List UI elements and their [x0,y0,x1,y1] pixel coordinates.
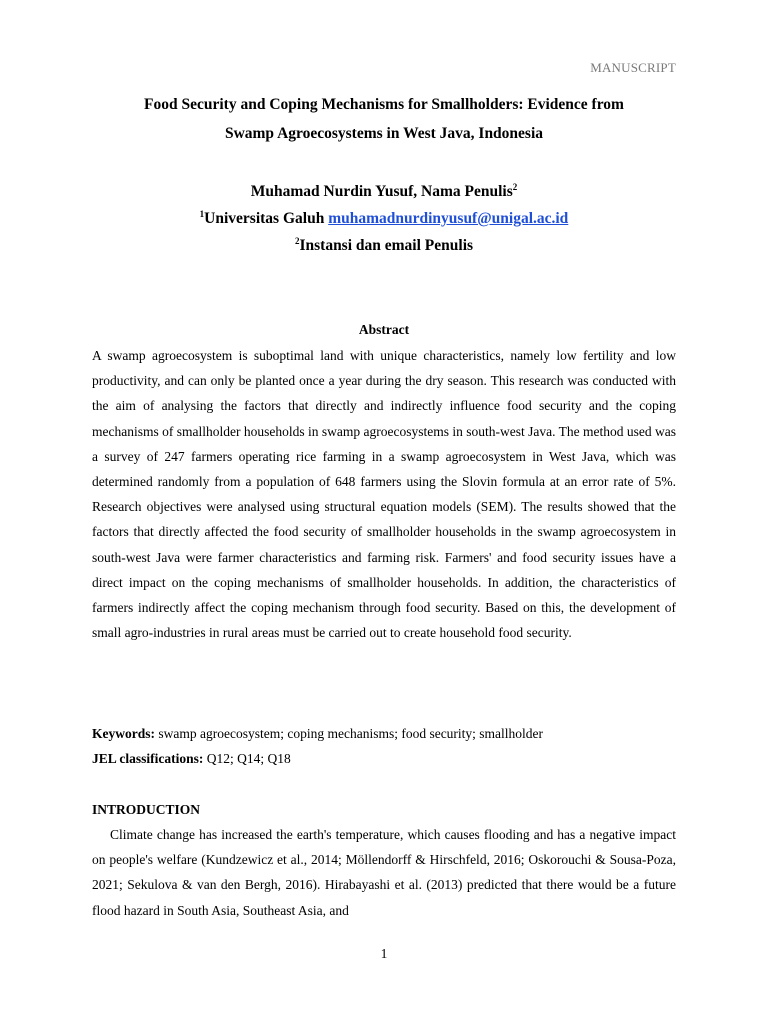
paper-title [92,90,676,148]
affiliation-1-sup: 1 [199,208,205,219]
introduction-heading: INTRODUCTION [92,802,201,817]
author-email-link[interactable]: muhamadnurdinyusuf@unigal.ac.id [328,210,569,227]
jel-line [92,746,676,771]
keywords-label: Keywords: [92,726,155,741]
page-number: 1 [380,946,388,961]
keywords-value: swamp agroecosystem; coping mechanisms; food security; smallholder [155,726,544,741]
affiliation-2 [92,232,676,259]
author-names-sup: 2 [512,181,518,192]
author-block [92,178,676,259]
abstract-text: A swamp agroecosystem is suboptimal land with unique characteristics, namely low fertility and low productivity, and can only be planted once a year during the dry season. This research was conducted with the aim of analysing the factors that directly and indirectly influence food security and the coping mechanisms of smallholder households in swamp agroecosystems in south-west Java. The method used was a survey of 247 farmers operating rice farming in a swamp agroecosystem in West Java, which was determined randomly from a population of 648 farmers using the Slovin formula at an error rate of 5%. Research objectives were analysed using structural equation models (SEM). The results showed that the factors that directly affected the food security of smallholder households in the swamp agroecosystem in south-west Java were farmer characteristics and farming risk. Farmers' and food security issues have a direct impact on the coping mechanisms of smallholder households. In addition, the characteristics of farmers indirectly affect the coping mechanism through food security. Based on this, the development of small agro-industries in rural areas must be carried out to create household food security. [92,348,676,641]
introduction-text: Climate change has increased the earth's temperature, which causes flooding and has a negative impact on people's welfare (Kundzewicz et al., 2014; Möllendorff & Hirschfeld, 2016; Oskorouchi & Sousa-Poza, 2021; Sekulova & van den Bergh, 2016). Hirabayashi et al. (2013) predicted that there would be a future flood hazard in South Asia, Southeast Asia, and [92,827,676,918]
affiliation-1-text: Universitas Galuh [204,210,329,227]
affiliation-2-sup: 2 [294,235,300,246]
paper-title-line-2: Swamp Agroecosystems in West Java, Indonesia [224,125,544,142]
paper-title-line-1: Food Security and Coping Mechanisms for Smallholders: Evidence from [144,96,624,113]
keywords-line [92,721,676,746]
jel-label: JEL classifications: [92,751,204,767]
abstract-heading: Abstract [358,322,410,337]
jel-value: Q12; Q14; Q18 [203,751,291,767]
author-names [92,178,676,205]
author-names-text: Muhamad Nurdin Yusuf, Nama Penulis [250,183,513,200]
keywords-block [92,721,676,771]
affiliation-1 [92,205,676,232]
manuscript-label: MANUSCRIPT [590,60,676,75]
affiliation-2-text: Instansi dan email Penulis [299,237,474,254]
